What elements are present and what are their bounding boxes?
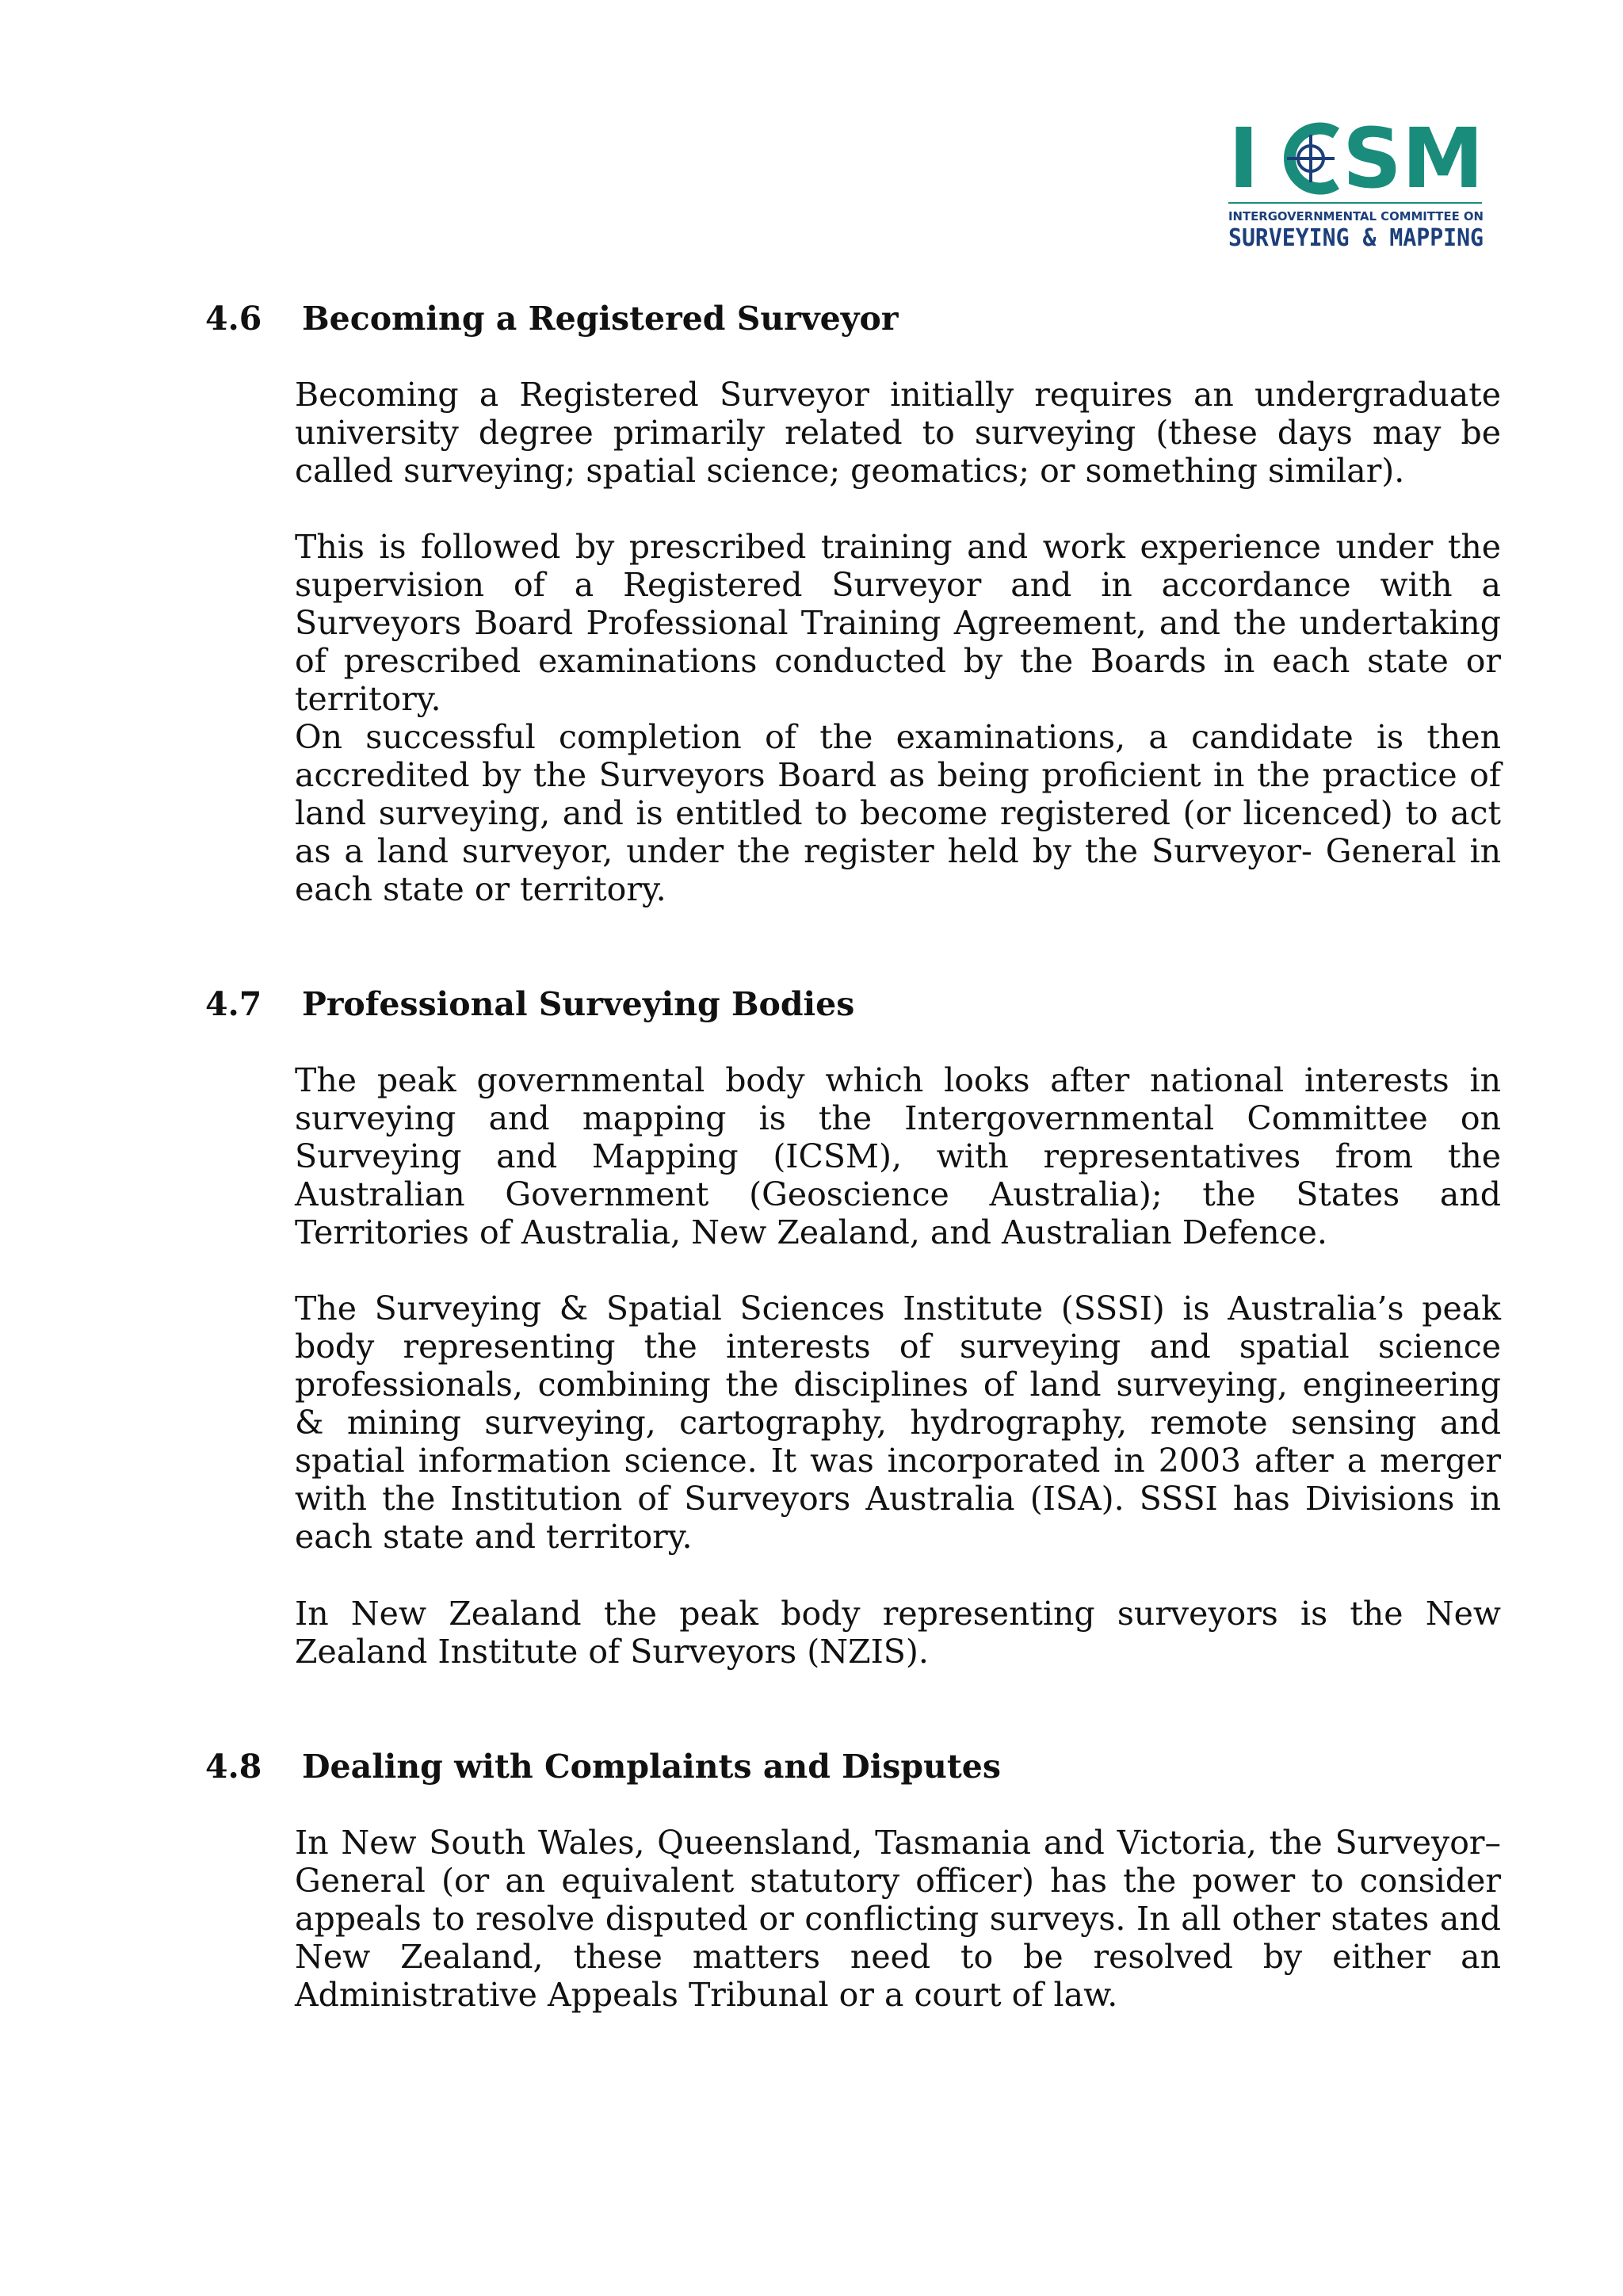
section-heading-4-6 bbox=[205, 300, 898, 338]
paragraph-4-7-3: In New Zealand the peak body representing surveyors is the New Zealand Institute of Surveyors (NZIS). bbox=[295, 1595, 1501, 1671]
paragraph-4-8-1: In New South Wales, Queensland, Tasmania and Victoria, the Surveyor–General (or an equivalent statutory officer) has the power to consider appeals to resolve disputed or conflicting surveys. In all other states and New Zealand, these matters need to be resolved by either an Administrative Appeals Tribunal or a court of law. bbox=[295, 1824, 1501, 2014]
section-heading-4-8 bbox=[205, 1748, 1001, 1786]
paragraph-4-6-2: This is followed by prescribed training and work experience under the supervision of a Registered Surveyor and in accordance with a Surveyors Board Professional Training Agreement, and the undertaking of prescribed examinations conducted by the Boards in each state or territory. bbox=[295, 528, 1501, 718]
section-title: Dealing with Complaints and Disputes bbox=[302, 1748, 1001, 1786]
icsm-logo bbox=[1227, 111, 1496, 258]
logo-subtitle-line2: SURVEYING & MAPPING bbox=[1228, 224, 1484, 252]
logo-subtitle-line1: INTERGOVERNMENTAL COMMITTEE ON bbox=[1228, 209, 1484, 223]
paragraph-4-7-2: The Surveying & Spatial Sciences Institute (SSSI) is Australia’s peak body representing the interests of surveying and spatial science professionals, combining the disciplines of land surveying, engineering & mining surveying, cartography, hydrography, remote sensing and spatial information science. It was incorporated in 2003 after a merger with the Institution of Surveyors Australia (ISA). SSSI has Divisions in each state and territory. bbox=[295, 1289, 1501, 1556]
section-number: 4.8 bbox=[205, 1748, 262, 1786]
section-title: Becoming a Registered Surveyor bbox=[302, 300, 899, 338]
paragraph-4-7-1: The peak governmental body which looks after national interests in surveying and mapping is the Intergovernmental Committee on Surveying and Mapping (ICSM), with representatives from the Australian Government (Geoscience Australia); the States and Territories of Australia, New Zealand, and Australian Defence. bbox=[295, 1061, 1501, 1251]
section-number: 4.6 bbox=[205, 300, 262, 338]
icsm-logo-icon bbox=[1227, 111, 1496, 258]
paragraph-4-6-1: Becoming a Registered Surveyor initially requires an undergraduate university degree primarily related to surveying (these days may be called surveying; spatial science; geomatics; or something similar). bbox=[295, 376, 1501, 490]
crosshair-icon bbox=[1287, 128, 1336, 189]
logo-letter-i: I bbox=[1228, 111, 1259, 207]
paragraph-4-6-3: On successful completion of the examinations, a candidate is then accredited by the Surveyors Board as being proficient in the practice of land surveying, and is entitled to become registered (or licenced) to act as a land surveyor, under the register held by the Surveyor- General in each state or territory. bbox=[295, 718, 1501, 908]
logo-letters-sm: SM bbox=[1342, 111, 1484, 207]
section-heading-4-7 bbox=[205, 985, 854, 1023]
section-title: Professional Surveying Bodies bbox=[302, 985, 855, 1023]
section-number: 4.7 bbox=[205, 985, 262, 1023]
